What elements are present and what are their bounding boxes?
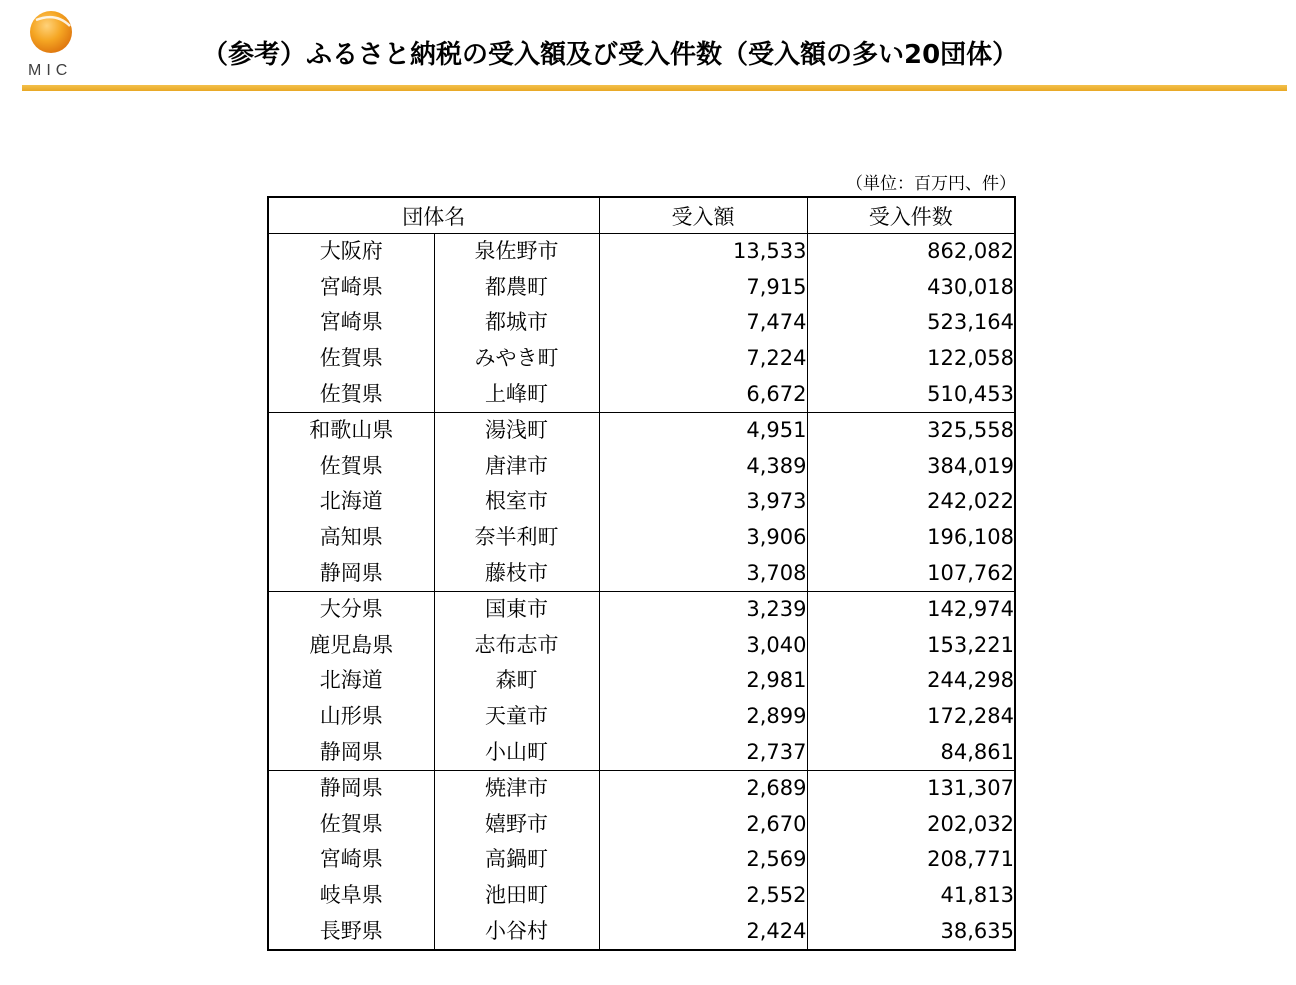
cell-prefecture: 北海道 — [268, 663, 434, 699]
cell-count: 202,032 — [807, 807, 1015, 843]
cell-prefecture: 鹿児島県 — [268, 628, 434, 664]
table-row — [268, 412, 1015, 448]
cell-municipality: 天童市 — [434, 699, 599, 735]
cell-prefecture: 静岡県 — [268, 770, 434, 806]
cell-amount: 2,424 — [599, 913, 807, 950]
cell-municipality: 湯浅町 — [434, 412, 599, 448]
cell-municipality: 高鍋町 — [434, 842, 599, 878]
cell-municipality: 国東市 — [434, 591, 599, 627]
table-row — [268, 270, 1015, 306]
table-header-row — [268, 197, 1015, 234]
page-title: （参考）ふるさと納税の受入額及び受入件数（受入額の多い20団体） — [202, 40, 1019, 70]
cell-prefecture: 宮崎県 — [268, 270, 434, 306]
cell-prefecture: 長野県 — [268, 913, 434, 950]
table-row — [268, 484, 1015, 520]
cell-municipality: 嬉野市 — [434, 807, 599, 843]
table-row — [268, 913, 1015, 950]
cell-amount: 7,915 — [599, 270, 807, 306]
table-row — [268, 376, 1015, 412]
cell-prefecture: 静岡県 — [268, 734, 434, 770]
cell-municipality: 泉佐野市 — [434, 234, 599, 270]
cell-municipality: 上峰町 — [434, 376, 599, 412]
cell-count: 384,019 — [807, 449, 1015, 485]
cell-count: 41,813 — [807, 878, 1015, 914]
table-row — [268, 234, 1015, 270]
cell-amount: 2,552 — [599, 878, 807, 914]
table-row — [268, 878, 1015, 914]
cell-amount: 2,737 — [599, 734, 807, 770]
cell-amount: 3,239 — [599, 591, 807, 627]
cell-count: 523,164 — [807, 305, 1015, 341]
cell-municipality: 根室市 — [434, 484, 599, 520]
cell-amount: 2,689 — [599, 770, 807, 806]
cell-count: 131,307 — [807, 770, 1015, 806]
cell-count: 172,284 — [807, 699, 1015, 735]
cell-amount: 3,708 — [599, 555, 807, 591]
cell-amount: 3,906 — [599, 520, 807, 556]
cell-municipality: 志布志市 — [434, 628, 599, 664]
cell-prefecture: 大阪府 — [268, 234, 434, 270]
cell-prefecture: 佐賀県 — [268, 376, 434, 412]
cell-amount: 4,951 — [599, 412, 807, 448]
table-row — [268, 628, 1015, 664]
cell-prefecture: 山形県 — [268, 699, 434, 735]
cell-amount: 3,973 — [599, 484, 807, 520]
table-row — [268, 663, 1015, 699]
cell-count: 510,453 — [807, 376, 1015, 412]
cell-amount: 2,569 — [599, 842, 807, 878]
cell-prefecture: 岐阜県 — [268, 878, 434, 914]
cell-count: 208,771 — [807, 842, 1015, 878]
logo-text: MIC — [28, 62, 73, 79]
cell-count: 196,108 — [807, 520, 1015, 556]
table-row — [268, 591, 1015, 627]
cell-count: 430,018 — [807, 270, 1015, 306]
cell-prefecture: 静岡県 — [268, 555, 434, 591]
table-row — [268, 770, 1015, 806]
table-row — [268, 449, 1015, 485]
cell-municipality: 藤枝市 — [434, 555, 599, 591]
cell-prefecture: 佐賀県 — [268, 807, 434, 843]
cell-municipality: 都農町 — [434, 270, 599, 306]
table-row — [268, 842, 1015, 878]
cell-count: 84,861 — [807, 734, 1015, 770]
title-divider — [22, 85, 1287, 91]
cell-municipality: 小山町 — [434, 734, 599, 770]
cell-amount: 13,533 — [599, 234, 807, 270]
cell-prefecture: 大分県 — [268, 591, 434, 627]
cell-municipality: 焼津市 — [434, 770, 599, 806]
cell-prefecture: 高知県 — [268, 520, 434, 556]
cell-count: 242,022 — [807, 484, 1015, 520]
cell-amount: 6,672 — [599, 376, 807, 412]
cell-municipality: 森町 — [434, 663, 599, 699]
table-body — [268, 234, 1015, 950]
cell-municipality: 都城市 — [434, 305, 599, 341]
cell-amount: 7,474 — [599, 305, 807, 341]
cell-prefecture: 宮崎県 — [268, 305, 434, 341]
cell-count: 244,298 — [807, 663, 1015, 699]
cell-municipality: みやき町 — [434, 341, 599, 377]
table-row — [268, 341, 1015, 377]
cell-count: 107,762 — [807, 555, 1015, 591]
cell-prefecture: 佐賀県 — [268, 341, 434, 377]
cell-amount: 2,899 — [599, 699, 807, 735]
cell-count: 38,635 — [807, 913, 1015, 950]
table-row — [268, 555, 1015, 591]
cell-count: 862,082 — [807, 234, 1015, 270]
cell-count: 325,558 — [807, 412, 1015, 448]
cell-count: 142,974 — [807, 591, 1015, 627]
unit-note: （単位：百万円、件） — [846, 174, 1016, 194]
table-row — [268, 807, 1015, 843]
cell-municipality: 唐津市 — [434, 449, 599, 485]
cell-count: 153,221 — [807, 628, 1015, 664]
cell-count: 122,058 — [807, 341, 1015, 377]
cell-amount: 7,224 — [599, 341, 807, 377]
cell-municipality: 池田町 — [434, 878, 599, 914]
cell-prefecture: 北海道 — [268, 484, 434, 520]
header-entity: 団体名 — [268, 197, 599, 234]
cell-prefecture: 和歌山県 — [268, 412, 434, 448]
cell-municipality: 奈半利町 — [434, 520, 599, 556]
cell-amount: 4,389 — [599, 449, 807, 485]
cell-prefecture: 宮崎県 — [268, 842, 434, 878]
table-row — [268, 699, 1015, 735]
header-amount: 受入額 — [599, 197, 807, 234]
cell-amount: 2,981 — [599, 663, 807, 699]
header-count: 受入件数 — [807, 197, 1015, 234]
cell-amount: 2,670 — [599, 807, 807, 843]
table-row — [268, 520, 1015, 556]
cell-amount: 3,040 — [599, 628, 807, 664]
table-row — [268, 734, 1015, 770]
cell-prefecture: 佐賀県 — [268, 449, 434, 485]
cell-municipality: 小谷村 — [434, 913, 599, 950]
table-row — [268, 305, 1015, 341]
furusato-table — [267, 196, 1016, 951]
